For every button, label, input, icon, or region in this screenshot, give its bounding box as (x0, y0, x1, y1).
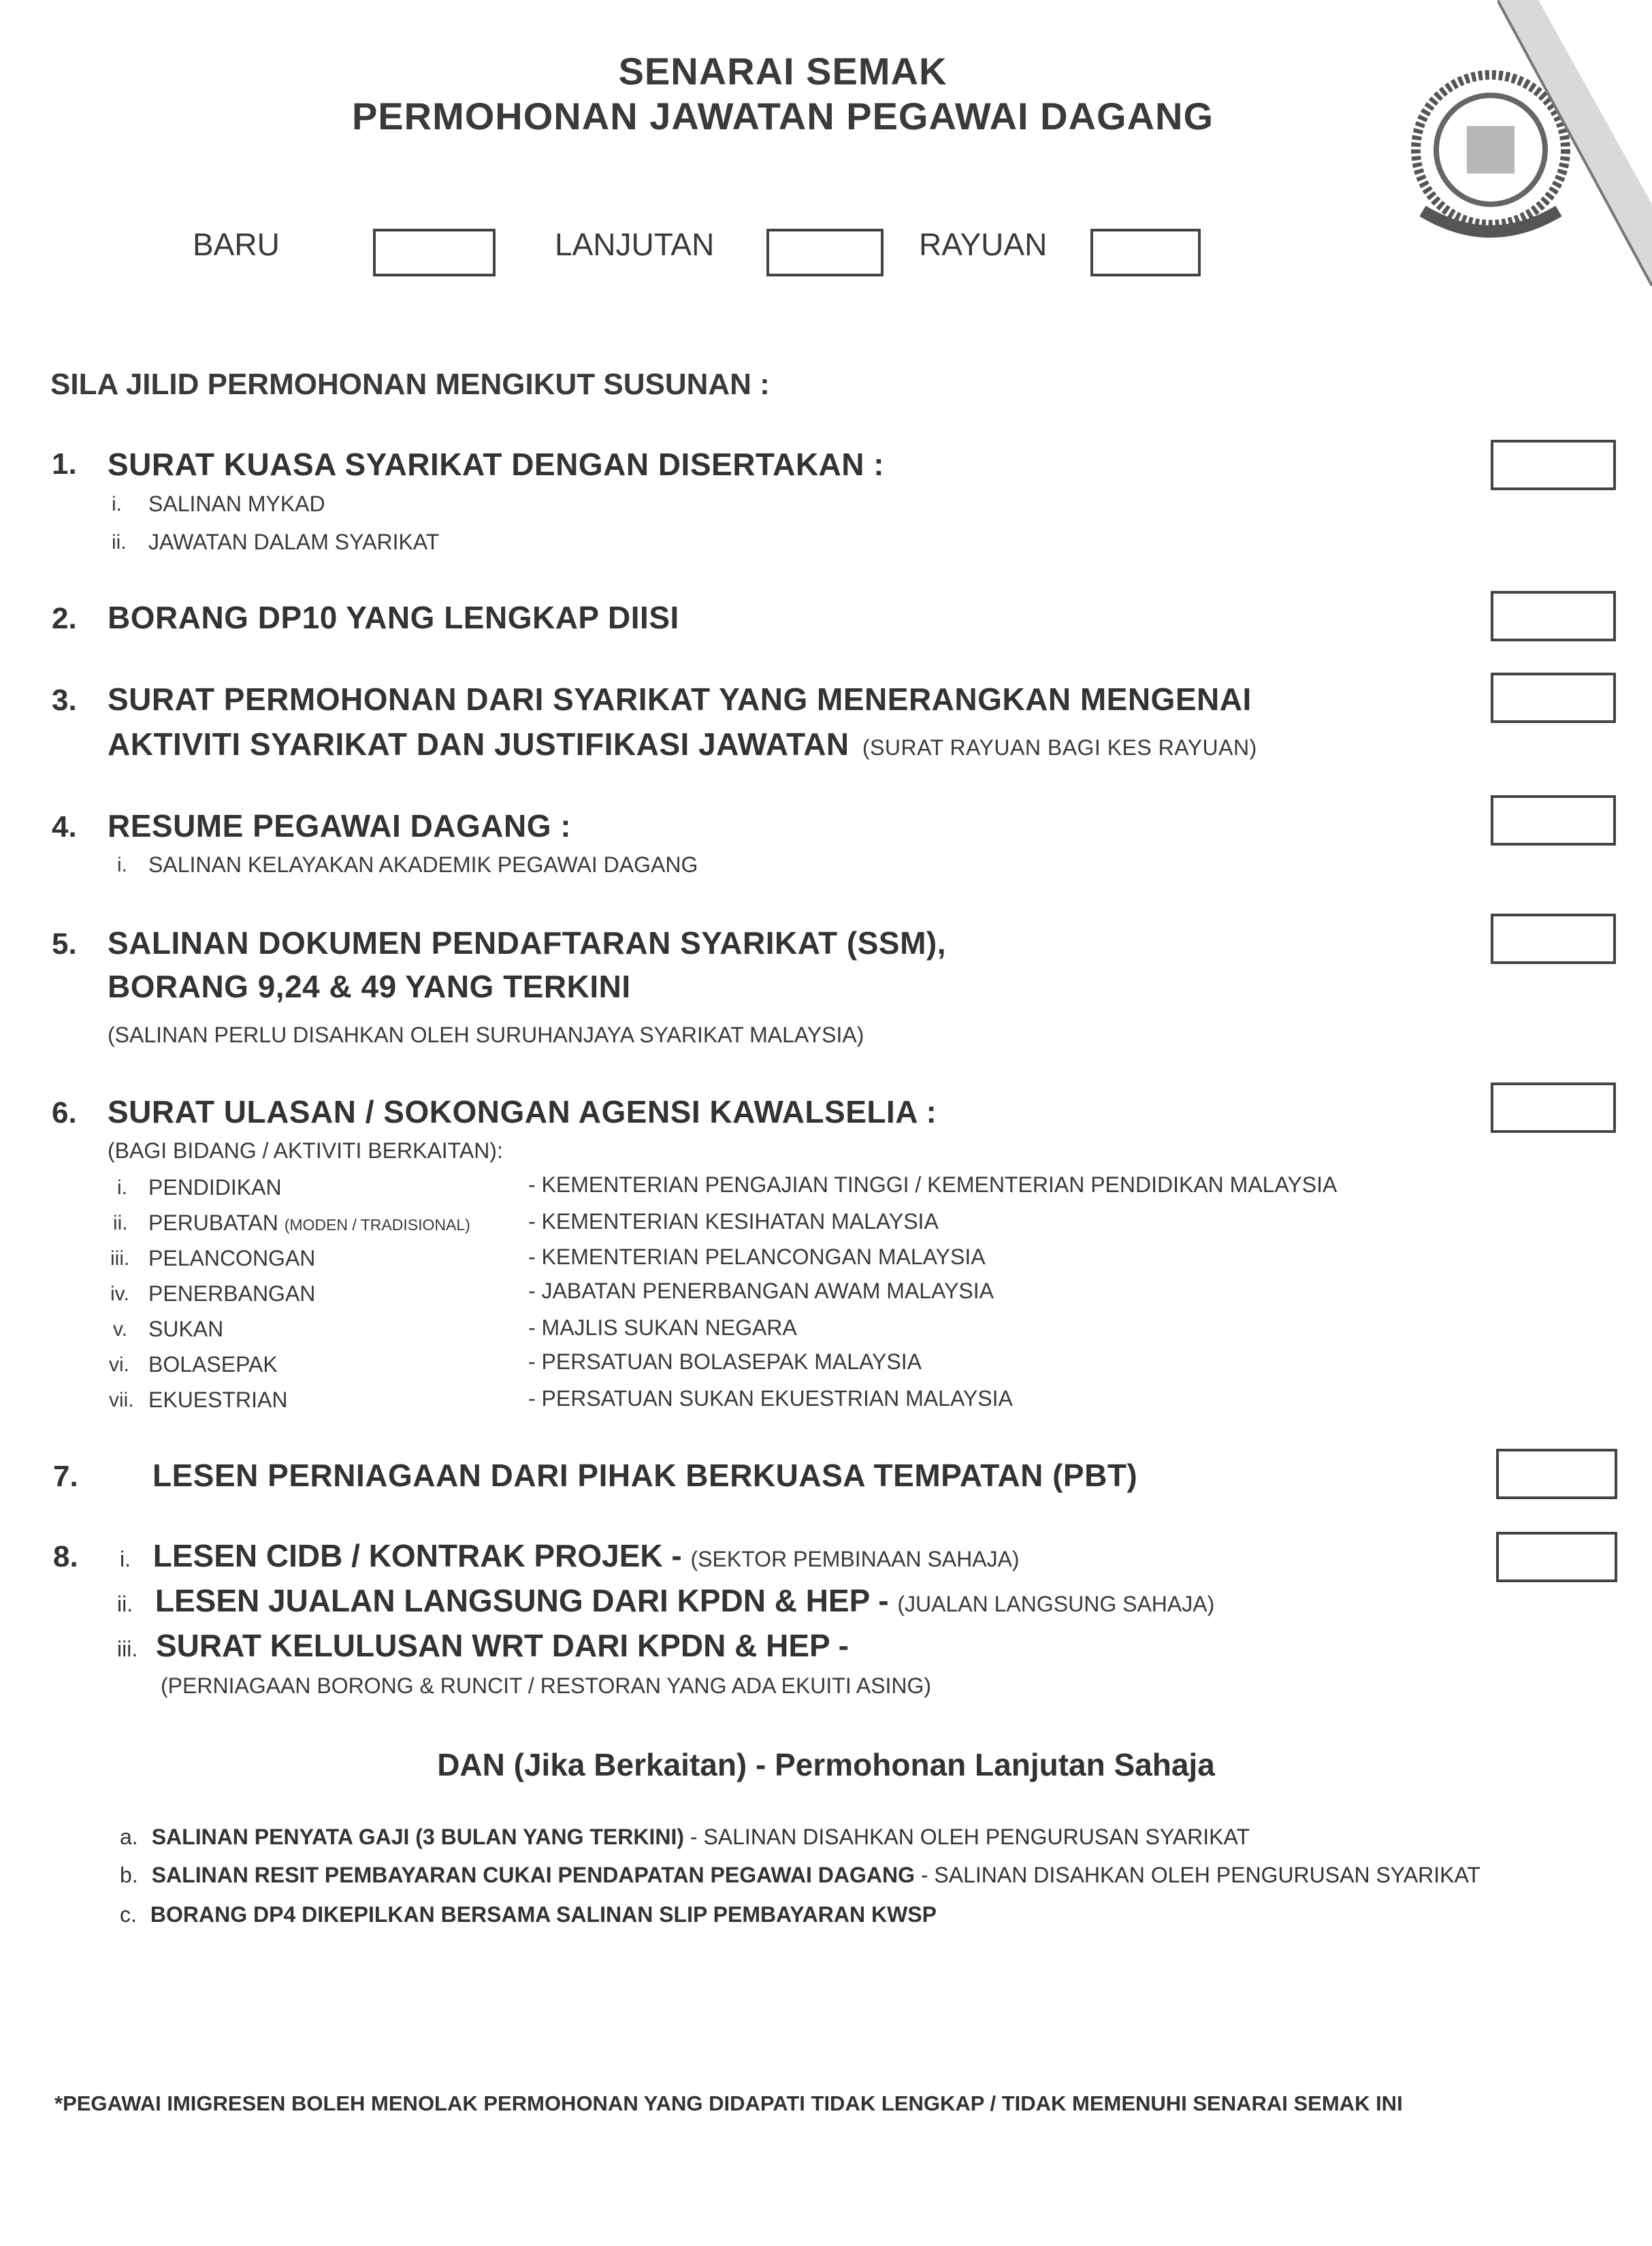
item-3-note: (SURAT RAYUAN BAGI KES RAYUAN) (862, 735, 1257, 760)
item-8-sub-2-text: LESEN JUALAN LANGSUNG DARI KPDN & HEP - (155, 1583, 889, 1618)
checkbox-item-6[interactable] (1491, 1082, 1616, 1133)
item-8-sub-3 (117, 1627, 849, 1664)
sub-number: i. (117, 854, 127, 876)
item-8-sub-1-note: (SEKTOR PEMBINAAN SAHAJA) (690, 1547, 1020, 1571)
item-8-sub-1-text: LESEN CIDB / KONTRAK PROJEK - (152, 1538, 682, 1573)
sub-number: iv. (110, 1283, 129, 1305)
item-2-text: BORANG DP10 YANG LENGKAP DIISI (108, 600, 679, 635)
item-5-line-2: BORANG 9,24 & 49 YANG TERKINI (108, 969, 631, 1004)
item-number: 4. (52, 810, 77, 844)
checkbox-rayuan[interactable] (1090, 229, 1201, 276)
agency-name: - KEMENTERIAN KESIHATAN MALAYSIA (528, 1209, 939, 1234)
item-number: 8. (53, 1540, 78, 1573)
extension-item-text: SALINAN RESIT PEMBAYARAN CUKAI PENDAPATAN PEGAWAI DAGANG (151, 1863, 915, 1887)
extension-item (120, 1863, 1480, 1888)
checkbox-item-5[interactable] (1491, 914, 1616, 964)
item-1-sub-1: SALINAN MYKAD (148, 492, 325, 516)
item-number: 2. (52, 602, 77, 635)
field-note: (MODEN / TRADISIONAL) (284, 1216, 470, 1234)
agency-name: - KEMENTERIAN PELANCONGAN MALAYSIA (528, 1245, 986, 1269)
agency-name: - PERSATUAN SUKAN EKUESTRIAN MALAYSIA (528, 1386, 1013, 1411)
field-name: PENDIDIKAN (148, 1175, 282, 1200)
item-5-line-1: SALINAN DOKUMEN PENDAFTARAN SYARIKAT (SSM), (108, 925, 946, 961)
field-name: SUKAN (148, 1317, 224, 1341)
page-fold-corner (1497, 0, 1652, 286)
item-1-text: SURAT KUASA SYARIKAT DENGAN DISERTAKAN : (108, 447, 885, 482)
agency-name: - KEMENTERIAN PENGAJIAN TINGGI / KEMENTERIAN PENDIDIKAN MALAYSIA (528, 1172, 1338, 1197)
field-name-text: PERUBATAN (148, 1210, 278, 1235)
checkbox-item-8[interactable] (1496, 1532, 1617, 1582)
checkbox-item-4[interactable] (1491, 795, 1616, 846)
sub-number: ii. (117, 1592, 133, 1616)
item-3-line-1: SURAT PERMOHONAN DARI SYARIKAT YANG MENERANGKAN MENGENAI (108, 681, 1252, 717)
item-6-text: SURAT ULASAN / SOKONGAN AGENSI KAWALSELIA : (108, 1094, 937, 1129)
field-name (148, 1210, 470, 1236)
extension-heading: DAN (Jika Berkaitan) - Permohonan Lanjutan Sahaja (437, 1747, 1215, 1782)
item-4-text: RESUME PEGAWAI DAGANG : (108, 808, 572, 844)
item-6-note: (BAGI BIDANG / AKTIVITI BERKAITAN): (108, 1138, 503, 1163)
item-5-note: (SALINAN PERLU DISAHKAN OLEH SURUHANJAYA SYARIKAT MALAYSIA) (108, 1023, 864, 1047)
agency-name: - PERSATUAN BOLASEPAK MALAYSIA (528, 1349, 922, 1374)
apptype-label-rayuan: RAYUAN (919, 227, 1048, 262)
item-1-sub-2: JAWATAN DALAM SYARIKAT (148, 530, 440, 554)
item-number: 3. (52, 684, 77, 717)
item-number: 7. (53, 1460, 78, 1493)
checkbox-item-1[interactable] (1491, 440, 1616, 490)
item-8-sub-3-note: (PERNIAGAAN BORONG & RUNCIT / RESTORAN YANG ADA EKUITI ASING) (161, 1673, 932, 1698)
checkbox-item-2[interactable] (1491, 591, 1616, 641)
sub-number: i. (120, 1547, 131, 1571)
item-3-line-2-text: AKTIVITI SYARIKAT DAN JUSTIFIKASI JAWATAN (108, 726, 849, 762)
agency-name: - JABATAN PENERBANGAN AWAM MALAYSIA (528, 1279, 994, 1303)
extension-item-rest: - SALINAN DISAHKAN OLEH PENGURUSAN SYARIKAT (914, 1863, 1480, 1887)
field-name: BOLASEPAK (148, 1352, 278, 1377)
instruction-heading: SILA JILID PERMOHONAN MENGIKUT SUSUNAN : (50, 368, 770, 401)
extension-item-letter: a. (120, 1825, 138, 1849)
item-number: 1. (52, 447, 77, 481)
sub-number: iii. (117, 1637, 138, 1661)
field-name: EKUESTRIAN (148, 1387, 288, 1412)
footer-note: *PEGAWAI IMIGRESEN BOLEH MENOLAK PERMOHONAN YANG DIDAPATI TIDAK LENGKAP / TIDAK MEMENUHI SENARAI SEMAK INI (54, 2091, 1403, 2115)
item-8-sub-1 (120, 1537, 1020, 1574)
extension-item-text: BORANG DP4 DIKEPILKAN BERSAMA SALINAN SLIP PEMBAYARAN KWSP (150, 1902, 937, 1927)
item-3-line-2 (108, 726, 1257, 763)
extension-item-text: SALINAN PENYATA GAJI (3 BULAN YANG TERKINI) (151, 1825, 684, 1849)
extension-item (120, 1825, 1250, 1850)
item-4-sub-1: SALINAN KELAYAKAN AKADEMIK PEGAWAI DAGANG (148, 852, 698, 877)
checkbox-baru[interactable] (373, 229, 496, 276)
item-number: 5. (52, 927, 77, 961)
apptype-label-lanjutan: LANJUTAN (555, 227, 715, 262)
extension-item-letter: b. (120, 1863, 138, 1887)
item-7-text: LESEN PERNIAGAAN DARI PIHAK BERKUASA TEMPATAN (PBT) (152, 1458, 1138, 1493)
item-8-sub-3-text: SURAT KELULUSAN WRT DARI KPDN & HEP - (156, 1628, 849, 1663)
sub-number: vii. (109, 1389, 134, 1411)
sub-number: vi. (109, 1353, 129, 1376)
page-title: SENARAI SEMAK (618, 50, 948, 93)
extension-item-letter: c. (120, 1902, 137, 1927)
sub-number: i. (117, 1176, 127, 1199)
sub-number: iii. (110, 1247, 130, 1270)
field-name: PENERBANGAN (148, 1281, 316, 1306)
extension-item-rest: - SALINAN DISAHKAN OLEH PENGURUSAN SYARIKAT (684, 1825, 1250, 1849)
extension-item (120, 1902, 937, 1927)
item-8-sub-2 (117, 1582, 1214, 1619)
checkbox-lanjutan[interactable] (766, 229, 884, 276)
checkbox-item-7[interactable] (1496, 1449, 1617, 1499)
item-8-sub-2-note: (JUALAN LANGSUNG SAHAJA) (897, 1592, 1215, 1616)
apptype-label-baru: BARU (193, 227, 280, 262)
sub-number: i. (112, 493, 122, 515)
field-name: PELANCONGAN (148, 1246, 316, 1270)
page-subtitle: PERMOHONAN JAWATAN PEGAWAI DAGANG (351, 95, 1214, 138)
agency-name: - MAJLIS SUKAN NEGARA (528, 1315, 797, 1340)
sub-number: v. (113, 1318, 128, 1341)
sub-number: ii. (112, 531, 127, 554)
checkbox-item-3[interactable] (1491, 673, 1616, 723)
sub-number: ii. (113, 1212, 128, 1234)
item-number: 6. (52, 1096, 77, 1129)
